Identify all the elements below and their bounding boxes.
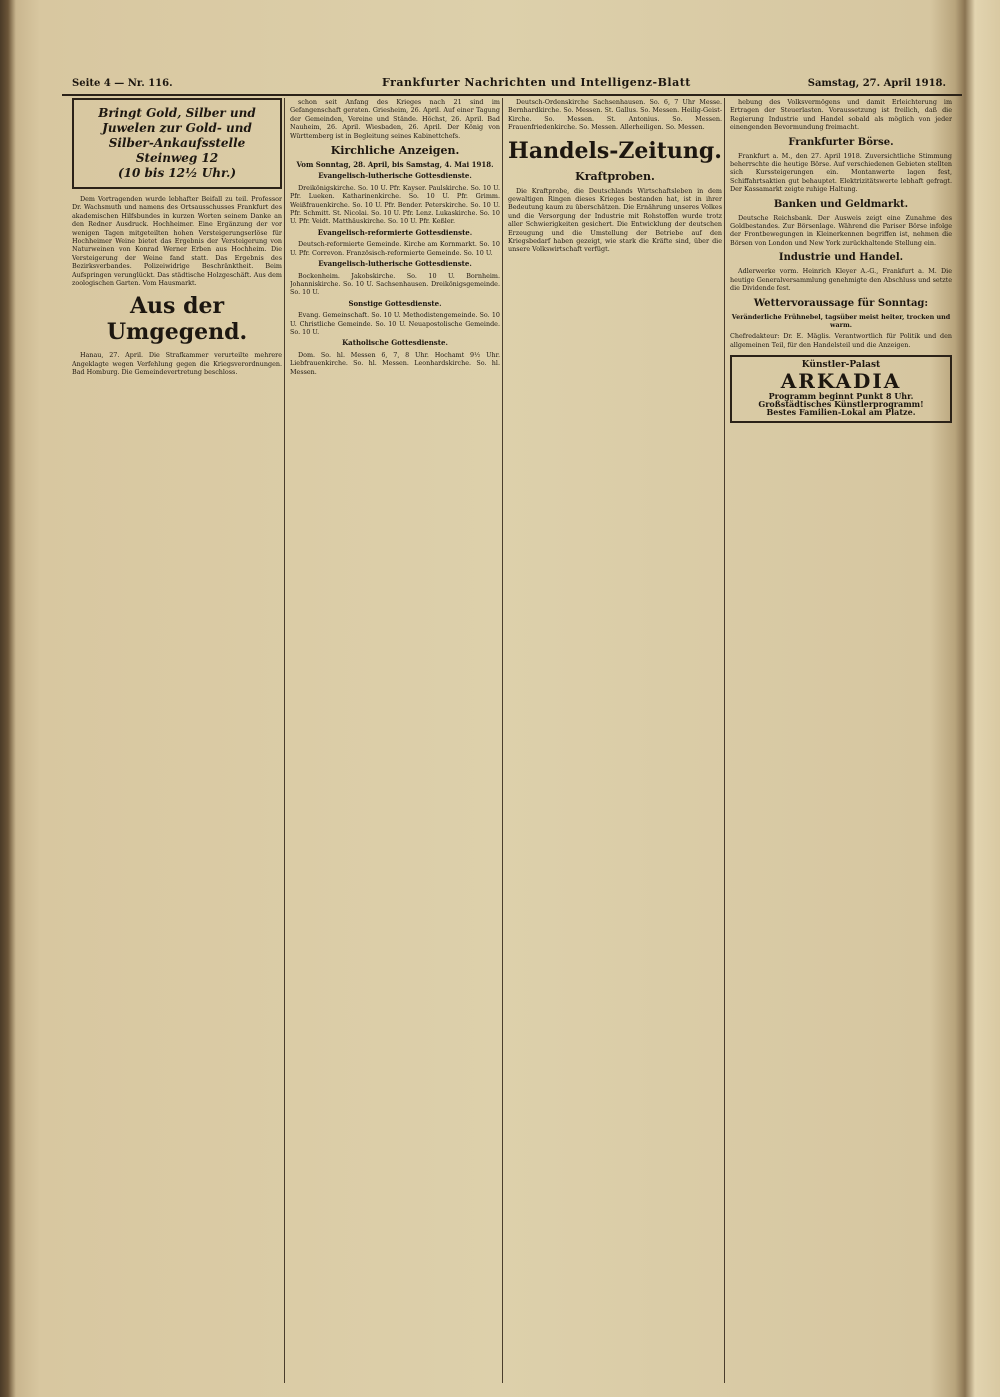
impressum: Chefredakteur: Dr. E. Mäglis. Verantwortlich für Politik und den allgemeinen Teil, für den Handelsteil und die Anzeigen. xyxy=(730,332,952,349)
arkadia-line: Großstädtisches Künstlerprogramm! xyxy=(758,398,924,409)
service-list: Deutsch-Ordenskirche Sachsenhausen. So. 6, 7 Uhr Messe. Bernhardkirche. So. Messen. St. Gallus. So. Messen. Heilig-Geist-Kirche. So. Messen. St. Antonius. So. Messen. Frauenfriedenkirche. So. Messen. Allerheiligen. So. Messen. xyxy=(508,98,722,132)
article-text: Hanau, 27. April. Die Strafkammer verurteilte mehrere Angeklagte wegen Verfehlung gegen die Kriegsverordnungen. Bad Homburg. Die Gemeindevertretung beschloss. xyxy=(72,351,282,377)
newspaper-page xyxy=(62,68,962,1388)
column-2 xyxy=(290,98,500,1388)
arkadia-ad xyxy=(730,355,952,423)
subheading: Evangelisch-lutherische Gottesdienste. xyxy=(318,259,472,269)
page-header xyxy=(62,68,962,96)
column-rule xyxy=(502,98,503,1383)
issue-date: Samstag, 27. April 1918. xyxy=(807,78,946,89)
service-list: Dreikönigskirche. So. 10 U. Pfr. Kayser. Paulskirche. So. 10 U. Pfr. Lueken. Katharinenkirche. So. 10 U. Pfr. Grimm. Weißfrauenkirche. So. 10 U. Pfr. Bender. Peterskirche. So. 10 U. Pfr. Schmitt. St. Nicolai. So. 10 U. Pfr. Lenz. Lukaskirche. So. 10 U. Pfr. Veidt. Matthäuskirche. So. 10 U. Pfr. Keßler. xyxy=(290,183,500,226)
weather-forecast: Veränderliche Frühnebel, tagsüber meist heiter, trocken und warm. xyxy=(731,312,951,329)
arkadia-line: Bestes Familien-Lokal am Platze. xyxy=(766,407,916,418)
column-4 xyxy=(730,98,952,1388)
column-1 xyxy=(72,98,282,1388)
article-title: Kraftproben. xyxy=(575,169,655,183)
service-list: Dom. So. hl. Messen 6, 7, 8 Uhr. Hochamt 9½ Uhr. Liebfrauenkirche. So. hl. Messen. Leonhardskirche. So. hl. Messen. xyxy=(290,350,500,376)
arkadia-line: Programm beginnt Punkt 8 Uhr. xyxy=(768,390,914,401)
section-heading-industrie: Industrie und Handel. xyxy=(778,252,904,264)
arkadia-title: ARKADIA xyxy=(780,368,902,393)
gold-ankauf-ad: Bringt Gold, Silber und Juwelen zur Gold- und Silber-Ankaufsstelle Steinweg 12 (10 bis 12½ Uhr.) xyxy=(72,98,282,189)
subheading: Sonstige Gottesdienste. xyxy=(348,298,442,308)
subheading: Evangelisch-reformierte Gottesdienste. xyxy=(317,227,473,237)
article-text: hebung des Volksvermögens und damit Erleichterung im Ertragen der Steuerlasten. Voraussetzung ist freilich, daß die Regierung Industrie und Handel sobald als möglich von jeder einengenden Bevormundung freimacht. xyxy=(730,98,952,132)
service-list: Evang. Gemeinschaft. So. 10 U. Methodistengemeinde. So. 10 U. Christliche Gemeinde. So. 10 U. Neuapostolische Gemeinde. So. 10 U. xyxy=(290,311,500,336)
article-text: Dem Vortragenden wurde lebhafter Beifall zu teil. Professor Dr. Wachsmuth und namens des Ortsausschusses Frankfurt des akademischen Hilfsbundes in kurzen Worten seinem Danke an den Redner Ausdruck. Hochheimer. Eine Ergänzung der vor wenigen Tagen mitgeteilten hohen Versteigerungserlöse für Hochheimer Weine bietet das Ergebnis der Versteigerung von Naturweinen von Konrad Werner Erben aus Hochheim. Die Versteigerung der Weine fand statt. Das Ergebnis des Bezirksverbandes. Polizeiwidrige Beschränktheit. Beim Aufspringen verunglückt. Das städtische Holzgeschäft. Aus dem zoologischen Garten. Vom Hausmarkt. xyxy=(72,195,282,288)
subheading: Katholische Gottesdienste. xyxy=(342,338,448,348)
article-text: Adlerwerke vorm. Heinrich Kleyer A.-G., Frankfurt a. M. Die heutige Generalversammlung genehmigte den Abschluss und setzte die Dividende fest. xyxy=(730,267,952,293)
section-heading-umgegend: Aus der Umgegend. xyxy=(106,293,248,346)
subheading: Evangelisch-lutherische Gottesdienste. xyxy=(318,171,472,181)
column-rule xyxy=(284,98,285,1383)
article-text: Deutsche Reichsbank. Der Ausweis zeigt eine Zunahme des Goldbestandes. Zur Börsenlage. Während die Pariser Börse infolge der Frontbewegungen in Kleinerkennen begriffen ist, nehmen die Börsen von London und New York zurückhaltende Stellung ein. xyxy=(730,213,952,247)
service-list: Bockenheim. Jakobskirche. So. 10 U. Bornheim. Johanniskirche. So. 10 U. Sachsenhausen. Dreikönigsgemeinde. So. 10 U. xyxy=(290,271,500,297)
section-heading-kirchliche: Kirchliche Anzeigen. xyxy=(330,144,460,158)
date-range: Vom Sonntag, 28. April, bis Samstag, 4. Mai 1918. xyxy=(296,160,494,170)
masthead: Frankfurter Nachrichten und Intelligenz-Blatt xyxy=(382,76,691,89)
section-heading-banken: Banken und Geldmarkt. xyxy=(773,198,909,210)
article-text: Die Kraftprobe, die Deutschlands Wirtschaftsleben in dem gewaltigen Ringen dieses Krieges bestanden hat, ist in ihrer Bedeutung kaum zu überschätzen. Die Ernährung unseres Volkes und die Versorgung der Industrie mit Rohstoffen wurde trotz aller Schwierigkeiten gesichert. Die Entwicklung der deutschen Erzeugung und die Umstellung der Betriebe auf den Kriegsbedarf haben gezeigt, wie stark die Kräfte sind, über die unsere Volkswirtschaft verfügt. xyxy=(508,186,722,254)
weather-heading: Wettervoraussage für Sonntag: xyxy=(753,297,929,309)
article-text: schon seit Anfang des Krieges nach 21 sind im Gefangenschaft geraten. Griesheim, 26. April. Auf einer Tagung der Gemeinden, Vereine und Stände. Höchst, 26. April. Bad Nauheim, 26. April. Wiesbaden, 26. April. Der König von Württemberg ist in Begleitung seines Kabinettchefs. xyxy=(290,98,500,140)
article-text: Frankfurt a. M., den 27. April 1918. Zuversichtliche Stimmung beherrschte die heutige Börse. Auf verschiedenen Gebieten stellten sich Kurssteigerungen ein. Montanwerte lagen fest, Schiffahrtsaktien gut behauptet. Elektrizitätswerte lebhaft gefragt. Der Kassamarkt zeigte ruhige Haltung. xyxy=(730,151,952,194)
arkadia-label: Künstler-Palast xyxy=(801,360,881,371)
section-heading-handels-zeitung: Handels-Zeitung. xyxy=(508,137,722,164)
column-rule xyxy=(724,98,725,1383)
section-heading-boerse: Frankfurter Börse. xyxy=(788,136,894,148)
service-list: Deutsch-reformierte Gemeinde. Kirche am Kornmarkt. So. 10 U. Pfr. Correvon. Französisch-reformierte Gemeinde. So. 10 U. xyxy=(290,240,500,257)
column-3 xyxy=(508,98,722,1388)
page-number: Seite 4 — Nr. 116. xyxy=(72,78,173,89)
